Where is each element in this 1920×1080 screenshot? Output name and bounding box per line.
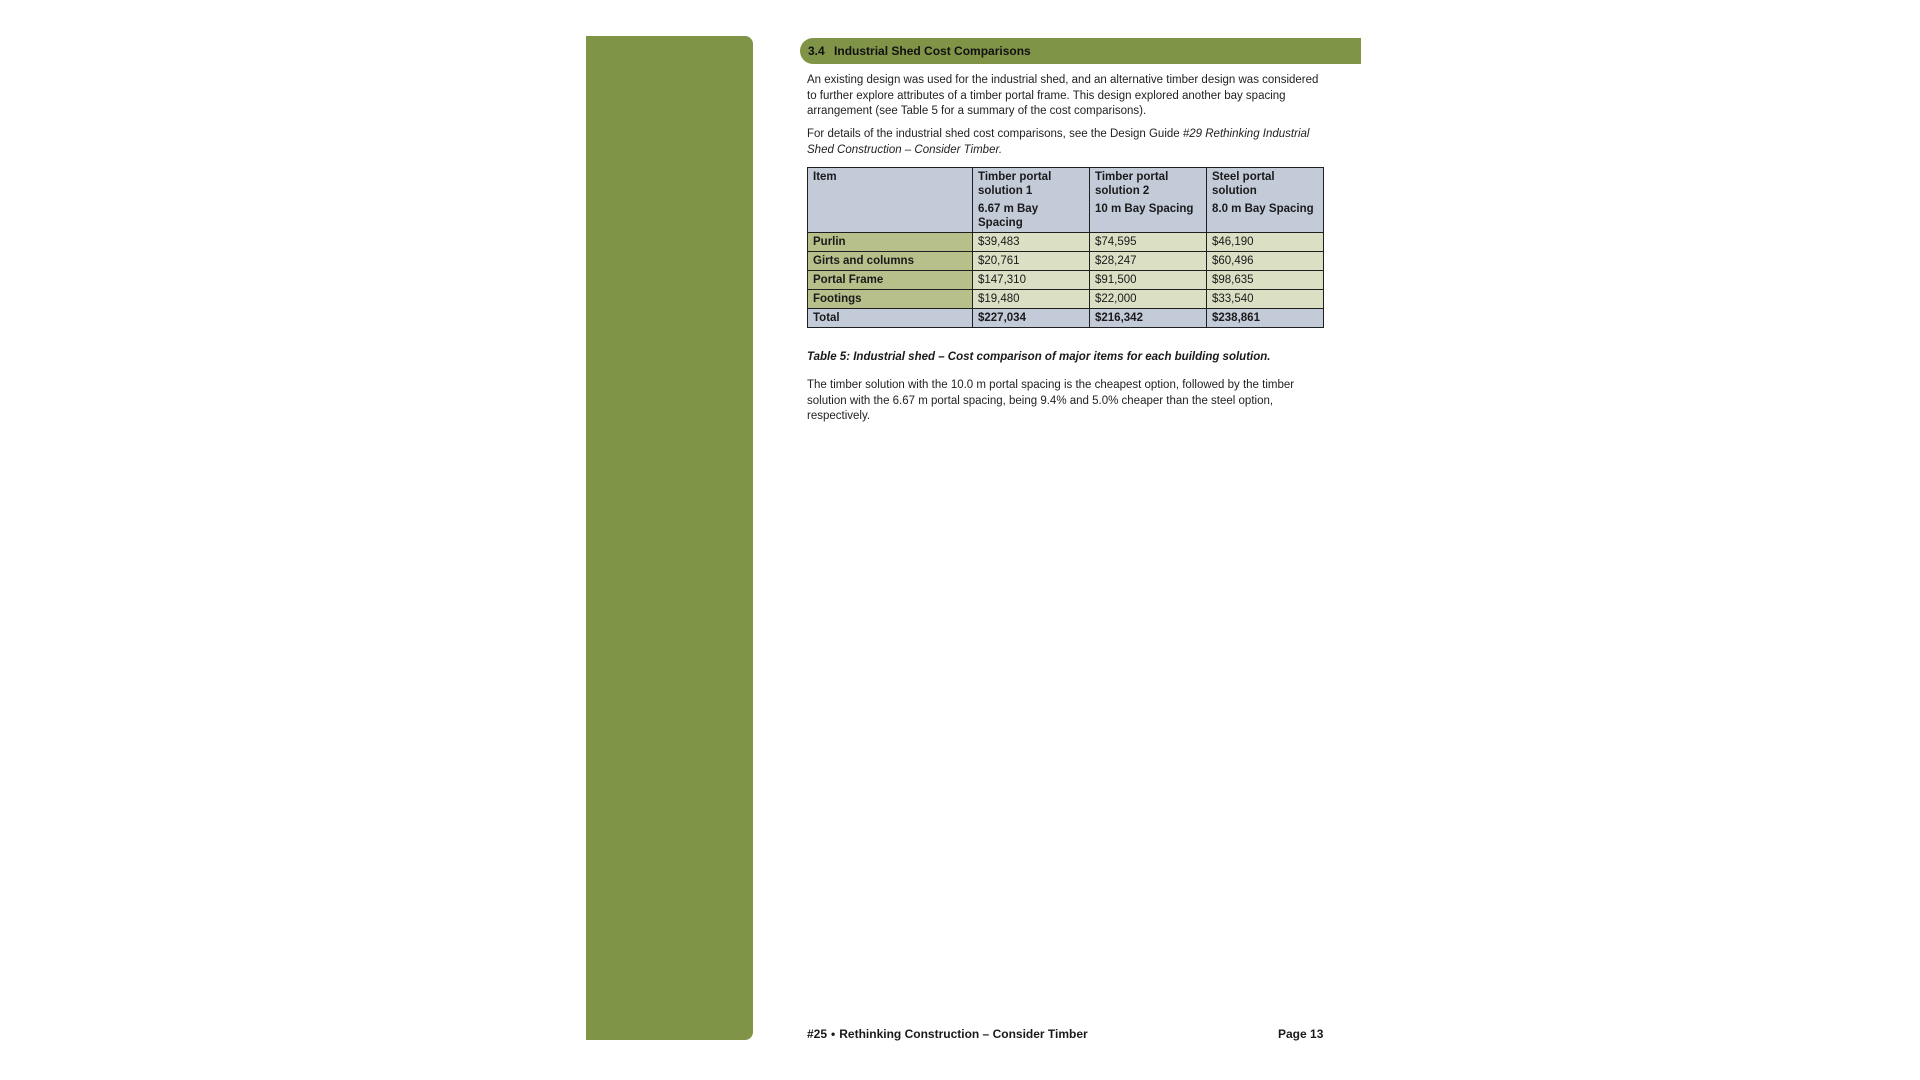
header-label: Item [813, 171, 837, 183]
table-row [808, 252, 1324, 271]
header-label: Steel portal solution [1212, 171, 1275, 197]
header-sub: 10 m Bay Spacing [1095, 203, 1194, 215]
cell-steel: $33,540 [1207, 290, 1324, 309]
cost-comparison-table [807, 167, 1324, 328]
footer-doc-number: #25 [807, 1027, 828, 1041]
table-row [808, 271, 1324, 290]
cell-timber-2: $74,595 [1090, 233, 1207, 252]
cell-timber-1: $39,483 [973, 233, 1090, 252]
table-row [808, 233, 1324, 252]
cell-timber-1: $20,761 [973, 252, 1090, 271]
header-timber-1 [973, 168, 1090, 233]
reference-text: For details of the industrial shed cost comparisons, see the Design Guide [807, 128, 1183, 140]
section-number: 3.4 [808, 44, 825, 58]
header-sub: 8.0 m Bay Spacing [1212, 203, 1314, 215]
header-sub: 6.67 m Bay Spacing [978, 203, 1039, 229]
table-header-row [808, 168, 1324, 233]
total-label: Total [808, 309, 973, 328]
header-timber-2 [1090, 168, 1207, 233]
cell-steel: $60,496 [1207, 252, 1324, 271]
reference-guide-title: #29 Rethinking Industrial Shed Construction – Consider Timber. [807, 128, 1310, 156]
total-timber-1: $227,034 [973, 309, 1090, 328]
conclusion-paragraph: The timber solution with the 10.0 m portal spacing is the cheapest option, followed by the timber solution with the 6.67 m portal spacing, being 9.4% and 5.0% cheaper than the steel option, respectively. [807, 379, 1295, 422]
header-item [808, 168, 973, 233]
table-row [808, 290, 1324, 309]
cell-timber-1: $147,310 [973, 271, 1090, 290]
table-total-row [808, 309, 1324, 328]
row-item: Girts and columns [808, 252, 973, 271]
cell-steel: $98,635 [1207, 271, 1324, 290]
cell-steel: $46,190 [1207, 233, 1324, 252]
header-steel [1207, 168, 1324, 233]
page-number: Page 13 [1278, 1027, 1324, 1041]
row-item: Portal Frame [808, 271, 973, 290]
table-caption: Table 5: Industrial shed – Cost comparison of major items for each building solution. [807, 351, 1271, 363]
section-title: Industrial Shed Cost Comparisons [834, 44, 1031, 58]
footer-doc-title: Rethinking Construction – Consider Timber [839, 1027, 1088, 1041]
cell-timber-1: $19,480 [973, 290, 1090, 309]
total-steel: $238,861 [1207, 309, 1324, 328]
section-heading [800, 38, 1361, 64]
intro-paragraph: An existing design was used for the industrial shed, and an alternative timber design was considered to further explore attributes of a timber portal frame. This design explored another bay spacing arrangement (see Table 5 for a summary of the cost comparisons). [807, 74, 1319, 117]
row-item: Footings [808, 290, 973, 309]
cell-timber-2: $22,000 [1090, 290, 1207, 309]
cell-timber-2: $91,500 [1090, 271, 1207, 290]
reference-paragraph [807, 127, 1327, 158]
row-item: Purlin [808, 233, 973, 252]
green-sidebar-band [586, 36, 753, 1040]
header-label: Timber portal solution 2 [1095, 171, 1169, 197]
footer-document-title [807, 1027, 1088, 1041]
header-label: Timber portal solution 1 [978, 171, 1052, 197]
footer-separator: • [831, 1027, 836, 1041]
total-timber-2: $216,342 [1090, 309, 1207, 328]
cell-timber-2: $28,247 [1090, 252, 1207, 271]
